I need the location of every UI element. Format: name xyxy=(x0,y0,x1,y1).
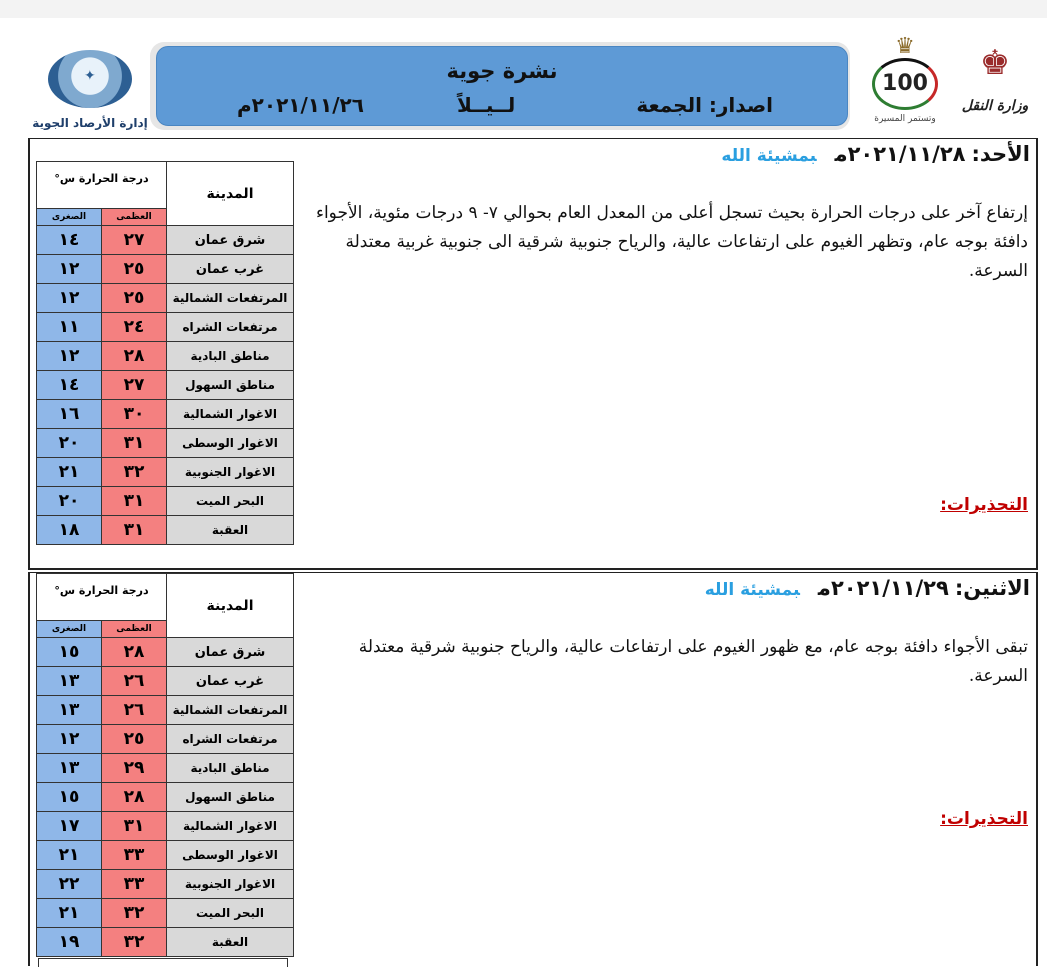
max-temp-cell: ٢٥ xyxy=(102,725,167,754)
min-column-header: الصغرى xyxy=(37,621,102,638)
coat-of-arms-icon: ♚ xyxy=(979,43,1011,83)
max-temp-cell: ٢٩ xyxy=(102,754,167,783)
max-temp-cell: ٢٧ xyxy=(102,371,167,400)
min-temp-cell: ١٢ xyxy=(37,284,102,313)
centenary-logo xyxy=(866,36,944,126)
city-cell: البحر الميت xyxy=(167,899,294,928)
max-temp-cell: ٣١ xyxy=(102,812,167,841)
ministry-mark: وزارة النقل xyxy=(961,98,1029,114)
max-temp-cell: ٣١ xyxy=(102,487,167,516)
city-cell: الاغوار الوسطى xyxy=(167,841,294,870)
centenary-tagline: وتستمر المسيرة xyxy=(874,114,936,124)
city-cell: الاغوار الشمالية xyxy=(167,812,294,841)
city-column-header: المدينة xyxy=(167,162,294,226)
table-row xyxy=(37,638,294,667)
min-temp-cell: ١٢ xyxy=(37,255,102,284)
max-temp-cell: ٣٢ xyxy=(102,899,167,928)
max-temp-cell: ٢٦ xyxy=(102,667,167,696)
city-cell: الاغوار الجنوبية xyxy=(167,870,294,899)
max-temp-cell: ٣٣ xyxy=(102,841,167,870)
table-row xyxy=(37,696,294,725)
table-row xyxy=(37,255,294,284)
table-row xyxy=(37,342,294,371)
max-column-header: العظمى xyxy=(102,621,167,638)
next-day-panel-edge xyxy=(28,956,1038,966)
min-temp-cell: ١٤ xyxy=(37,371,102,400)
table-row xyxy=(37,313,294,342)
city-cell: مرتفعات الشراه xyxy=(167,313,294,342)
min-temp-cell: ١٣ xyxy=(37,667,102,696)
table-row xyxy=(37,400,294,429)
table-row xyxy=(37,899,294,928)
min-temp-cell: ١٣ xyxy=(37,754,102,783)
day-heading xyxy=(705,576,1030,600)
city-cell: الاغوار الشمالية xyxy=(167,400,294,429)
temperature-column-header: درجة الحرارة س° xyxy=(37,574,167,621)
forecast-description: إرتفاع آخر على درجات الحرارة بحيث تسجل أعلى من المعدل العام بحوالي ٧- ٩ درجات مئوية، الأجواء دافئة بوجه عام، وتظهر الغيوم على ارتفاعات عالية، والرياح جنوبية شرقية الى جنوبية غربية معتدلة السرعة. xyxy=(315,203,1028,281)
city-cell: العقبة xyxy=(167,516,294,545)
day-panel-sunday xyxy=(28,138,1038,570)
max-temp-cell: ٢٥ xyxy=(102,284,167,313)
min-temp-cell: ١٢ xyxy=(37,725,102,754)
inshallah-text: بمشيئة الله xyxy=(721,146,817,166)
day-date: ٢٠٢١/١١/٢٩م xyxy=(817,576,949,600)
warnings-label: التحذيرات: xyxy=(940,495,1028,515)
max-temp-cell: ٣٠ xyxy=(102,400,167,429)
table-row xyxy=(37,458,294,487)
table-row xyxy=(37,928,294,957)
table-row xyxy=(37,725,294,754)
forecast-description: تبقى الأجواء دافئة بوجه عام، مع ظهور الغيوم على ارتفاعات عالية، والرياح جنوبية شرقية معتدلة السرعة. xyxy=(358,637,1028,686)
compass-emblem-icon: ✦ xyxy=(48,50,132,108)
max-temp-cell: ٢٨ xyxy=(102,342,167,371)
table-row xyxy=(37,754,294,783)
table-row xyxy=(37,371,294,400)
top-strip xyxy=(0,0,1047,18)
city-cell: مناطق البادية xyxy=(167,754,294,783)
min-temp-cell: ٢١ xyxy=(37,899,102,928)
min-temp-cell: ١٥ xyxy=(37,638,102,667)
max-temp-cell: ٢٥ xyxy=(102,255,167,284)
temperature-table xyxy=(36,161,294,545)
min-temp-cell: ١٤ xyxy=(37,226,102,255)
city-cell: شرق عمان xyxy=(167,638,294,667)
issue-period: لــيــلاً xyxy=(457,93,516,117)
issue-date: ٢٠٢١/١١/٢٦م xyxy=(237,93,364,117)
city-cell: غرب عمان xyxy=(167,255,294,284)
table-row xyxy=(37,841,294,870)
city-cell: الاغوار الجنوبية xyxy=(167,458,294,487)
city-cell: الاغوار الوسطى xyxy=(167,429,294,458)
table-row xyxy=(37,487,294,516)
table-row xyxy=(37,516,294,545)
meteorology-logo xyxy=(30,50,150,134)
min-temp-cell: ١١ xyxy=(37,313,102,342)
max-temp-cell: ٣١ xyxy=(102,429,167,458)
min-temp-cell: ٢٠ xyxy=(37,487,102,516)
max-temp-cell: ٣٢ xyxy=(102,458,167,487)
min-column-header: الصغرى xyxy=(37,209,102,226)
max-temp-cell: ٣٣ xyxy=(102,870,167,899)
min-temp-cell: ١٢ xyxy=(37,342,102,371)
min-temp-cell: ١٨ xyxy=(37,516,102,545)
table-row xyxy=(37,667,294,696)
day-panel-monday xyxy=(28,572,1038,956)
city-cell: البحر الميت xyxy=(167,487,294,516)
max-temp-cell: ٣١ xyxy=(102,516,167,545)
day-name: الأحد: xyxy=(971,142,1030,166)
table-row xyxy=(37,429,294,458)
table-row xyxy=(37,284,294,313)
temperature-table xyxy=(36,573,294,957)
max-temp-cell: ٢٨ xyxy=(102,638,167,667)
inshallah-text: بمشيئة الله xyxy=(704,580,800,600)
city-cell: غرب عمان xyxy=(167,667,294,696)
city-cell: مناطق السهول xyxy=(167,371,294,400)
temperature-column-header: درجة الحرارة س° xyxy=(37,162,167,209)
max-temp-cell: ٢٨ xyxy=(102,783,167,812)
table-row xyxy=(37,783,294,812)
ministry-logo xyxy=(955,38,1035,128)
table-row xyxy=(37,226,294,255)
city-cell: مناطق البادية xyxy=(167,342,294,371)
max-temp-cell: ٢٤ xyxy=(102,313,167,342)
day-heading xyxy=(721,142,1030,166)
city-column-header: المدينة xyxy=(167,574,294,638)
table-row xyxy=(37,870,294,899)
min-temp-cell: ٢١ xyxy=(37,458,102,487)
min-temp-cell: ١٧ xyxy=(37,812,102,841)
min-temp-cell: ١٥ xyxy=(37,783,102,812)
city-cell: المرتفعات الشمالية xyxy=(167,696,294,725)
issue-day: اصدار: الجمعة xyxy=(636,93,773,117)
min-temp-cell: ١٦ xyxy=(37,400,102,429)
max-temp-cell: ٢٧ xyxy=(102,226,167,255)
max-column-header: العظمى xyxy=(102,209,167,226)
max-temp-cell: ٣٢ xyxy=(102,928,167,957)
department-name: إدارة الأرصاد الجوية xyxy=(32,116,148,130)
min-temp-cell: ١٩ xyxy=(37,928,102,957)
table-row xyxy=(37,812,294,841)
bulletin-banner xyxy=(150,42,850,130)
city-cell: مرتفعات الشراه xyxy=(167,725,294,754)
crown-icon: ♛ xyxy=(895,34,915,59)
city-cell: المرتفعات الشمالية xyxy=(167,284,294,313)
bulletin-banner-inner xyxy=(156,46,848,126)
bulletin-title: نشرة جوية xyxy=(446,59,558,83)
city-cell: شرق عمان xyxy=(167,226,294,255)
city-cell: العقبة xyxy=(167,928,294,957)
warnings-label: التحذيرات: xyxy=(940,809,1028,829)
centenary-number: 100 xyxy=(872,58,938,110)
day-date: ٢٠٢١/١١/٢٨م xyxy=(834,142,966,166)
min-temp-cell: ٢١ xyxy=(37,841,102,870)
min-temp-cell: ٢٠ xyxy=(37,429,102,458)
min-temp-cell: ١٣ xyxy=(37,696,102,725)
min-temp-cell: ٢٢ xyxy=(37,870,102,899)
city-cell: مناطق السهول xyxy=(167,783,294,812)
max-temp-cell: ٢٦ xyxy=(102,696,167,725)
day-name: الاثنين: xyxy=(954,576,1030,600)
